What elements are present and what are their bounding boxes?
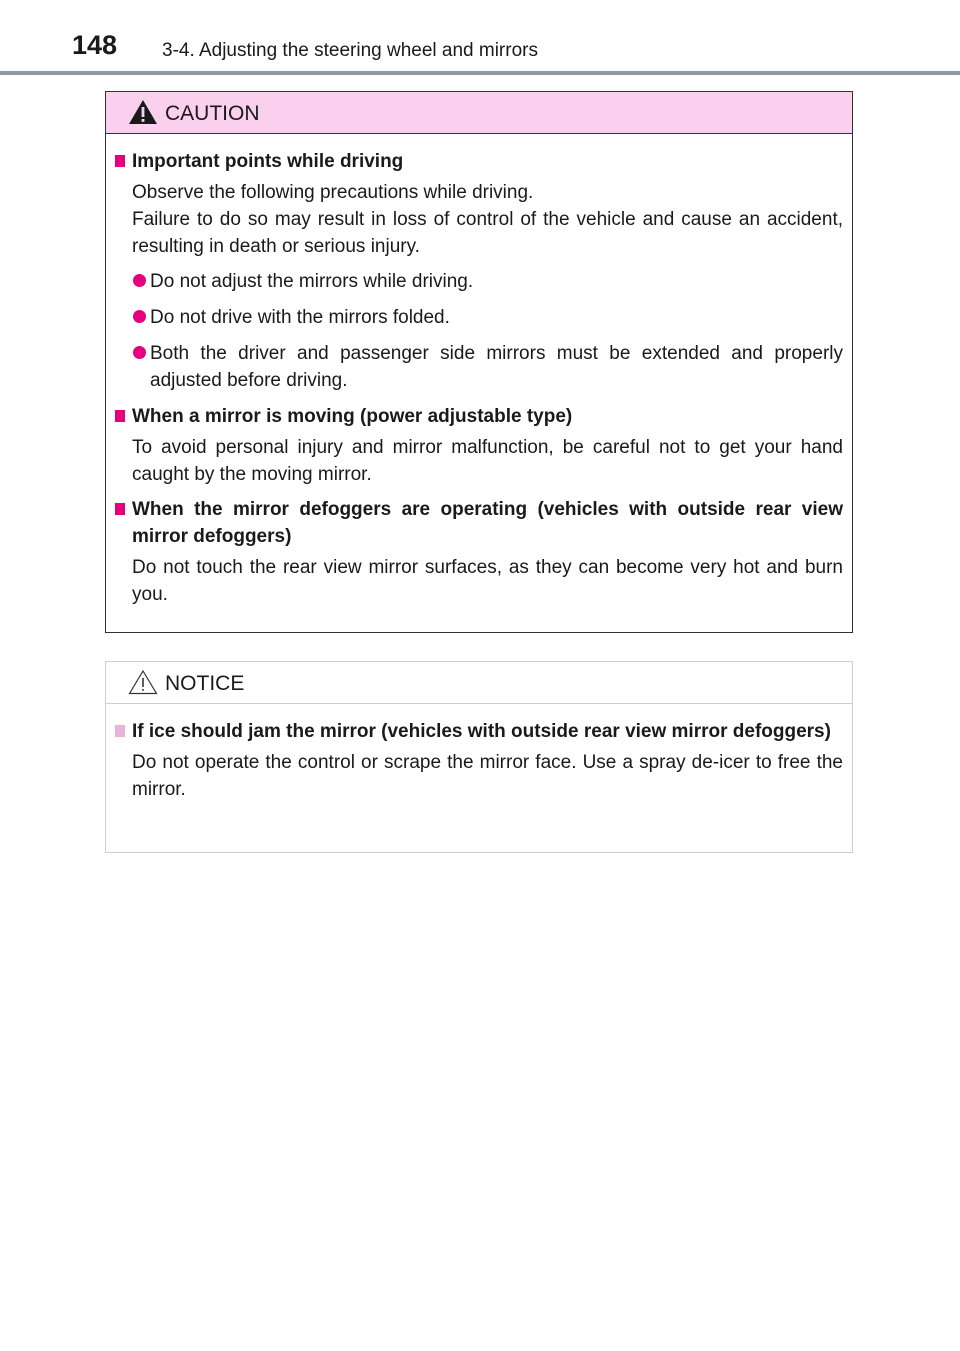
caution-heading-1	[115, 148, 843, 175]
notice-body	[106, 704, 852, 803]
page-number: 148	[72, 30, 118, 60]
square-bullet-icon	[115, 410, 125, 422]
section-title: 3-4. Adjusting the steering wheel and mirrors	[162, 40, 538, 61]
square-bullet-icon	[115, 725, 125, 737]
caution-heading-3	[115, 496, 843, 550]
heading-text: When a mirror is moving (power adjustable type)	[132, 406, 573, 427]
caution-text-1a: Observe the following precautions while driving.	[132, 182, 534, 203]
caution-text-2: To avoid personal injury and mirror malfunction, be careful not to get your hand caught by the moving mirror.	[132, 437, 843, 485]
caution-box	[105, 91, 853, 633]
caution-heading-2	[115, 403, 843, 430]
caution-header	[106, 92, 852, 134]
heading-text: If ice should jam the mirror (vehicles with outside rear view mirror defoggers)	[132, 721, 831, 742]
caution-bullet-3	[115, 340, 843, 394]
bullet-text: Do not drive with the mirrors folded.	[150, 307, 450, 328]
dot-bullet-icon	[133, 346, 146, 359]
warning-triangle-icon	[128, 99, 158, 125]
caution-text-1b: Failure to do so may result in loss of control of the vehicle and cause an accident, resulting in death or serious injury.	[132, 209, 843, 257]
caution-text-3: Do not touch the rear view mirror surfaces, as they can become very hot and burn you.	[132, 557, 843, 605]
caution-bullet-2	[115, 304, 843, 331]
square-bullet-icon	[115, 503, 125, 515]
bullet-text: Both the driver and passenger side mirrors must be extended and properly adjusted before driving.	[150, 343, 843, 391]
notice-heading-1	[115, 718, 843, 745]
caution-body	[106, 134, 852, 608]
caution-bullet-1	[115, 268, 843, 295]
header-rule	[0, 71, 960, 75]
notice-text-1: Do not operate the control or scrape the mirror face. Use a spray de-icer to free the mirror.	[132, 752, 843, 800]
dot-bullet-icon	[133, 310, 146, 323]
notice-box	[105, 661, 853, 853]
page-header	[0, 0, 960, 76]
square-bullet-icon	[115, 155, 125, 167]
heading-text: Important points while driving	[132, 151, 404, 172]
bullet-text: Do not adjust the mirrors while driving.	[150, 271, 474, 292]
warning-triangle-outline-icon	[128, 669, 158, 695]
notice-title: NOTICE	[165, 672, 245, 695]
dot-bullet-icon	[133, 274, 146, 287]
notice-header	[106, 662, 852, 704]
caution-title: CAUTION	[165, 102, 260, 125]
heading-text: When the mirror defoggers are operating (vehicles with outside rear view mirror defoggers)	[132, 499, 843, 547]
